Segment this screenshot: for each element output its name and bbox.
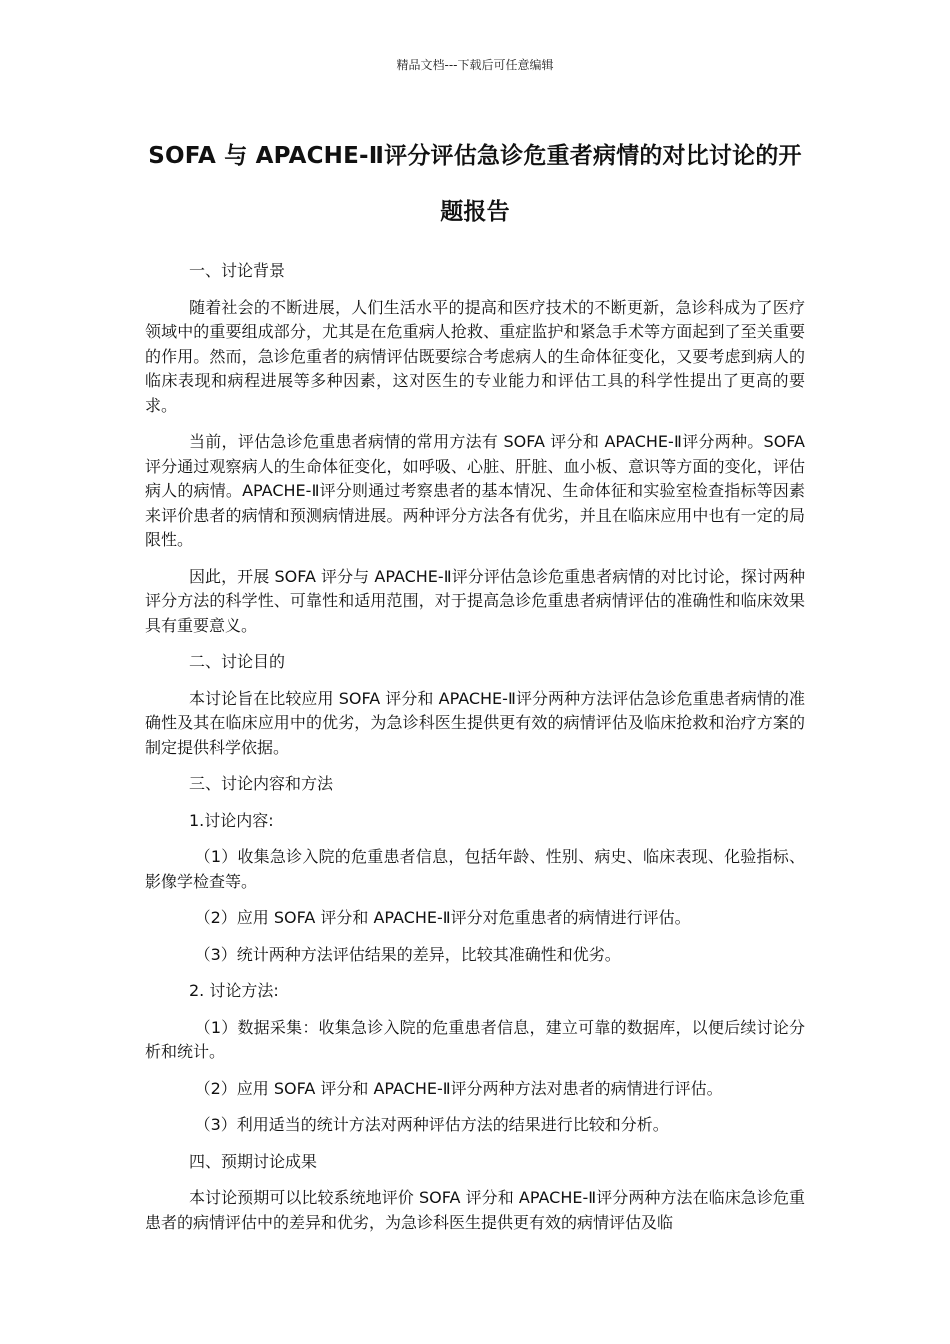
content-item-2: （2）应用 SOFA 评分和 APACHE-Ⅱ评分对危重患者的病情进行评估。 xyxy=(194,908,691,927)
header-note: 精品文档---下载后可任意编辑 xyxy=(396,58,554,72)
paragraph-expected-results: 本讨论预期可以比较系统地评价 SOFA 评分和 APACHE-Ⅱ评分两种方法在临床急诊危重患者的病情评估中的差异和优劣，为急诊科医生提供更有效的病情评估及临 xyxy=(145,1188,805,1232)
section-heading-expected-results: 四、预期讨论成果 xyxy=(189,1151,318,1171)
section-heading-purpose: 二、讨论目的 xyxy=(189,652,286,671)
document-body xyxy=(145,259,805,1247)
method-item-1: （1）数据采集：收集急诊入院的危重患者信息，建立可靠的数据库，以便后续讨论分析和统计。 xyxy=(145,1017,805,1061)
content-item-1: （1）收集急诊入院的危重患者信息，包括年龄、性别、病史、临床表现、化验指标、影像学检查等。 xyxy=(145,847,805,891)
section-heading-content-methods: 三、讨论内容和方法 xyxy=(189,774,334,793)
paragraph-purpose: 本讨论旨在比较应用 SOFA 评分和 APACHE-Ⅱ评分两种方法评估急诊危重患者病情的准确性及其在临床应用中的优劣，为急诊科医生提供更有效的病情评估及临床抢救和治疗方案的制定提供科学依据。 xyxy=(145,688,805,757)
paragraph-background-3: 因此，开展 SOFA 评分与 APACHE-Ⅱ评分评估急诊危重患者病情的对比讨论，探讨两种评分方法的科学性、可靠性和适用范围，对于提高急诊危重患者病情评估的准确性和临床效果具有重要意义。 xyxy=(145,566,805,635)
page-title: SOFA 与 APACHE-Ⅱ评分评估急诊危重者病情的对比讨论的开题报告 xyxy=(148,143,802,225)
method-item-2: （2）应用 SOFA 评分和 APACHE-Ⅱ评分两种方法对患者的病情进行评估。 xyxy=(194,1078,723,1098)
paragraph-background-2: 当前，评估急诊危重患者病情的常用方法有 SOFA 评分和 APACHE-Ⅱ评分两种。SOFA 评分通过观察病人的生命体征变化，如呼吸、心脏、肝脏、血小板、意识等方面的变化，评估病人的病情。APACHE-Ⅱ评分则通过考察患者的基本情况、生命体征和实验室检查指标等因素来评价患者的病情和预测病情进展。两种评分方法各有优劣，并且在临床应用中也有一定的局限性。 xyxy=(145,432,805,549)
subheading-methods: 2. 讨论方法: xyxy=(189,981,279,1000)
content-item-3: （3）统计两种方法评估结果的差异，比较其准确性和优劣。 xyxy=(194,944,621,964)
paragraph-background-1: 随着社会的不断进展，人们生活水平的提高和医疗技术的不断更新，急诊科成为了医疗领域中的重要组成部分，尤其是在危重病人抢救、重症监护和紧急手术等方面起到了至关重要的作用。然而，急诊危重者的病情评估既要综合考虑病人的生命体征变化，又要考虑到病人的临床表现和病程进展等多种因素，这对医生的专业能力和评估工具的科学性提出了更高的要求。 xyxy=(145,297,805,415)
subheading-content: 1.讨论内容: xyxy=(189,810,274,830)
method-item-3: （3）利用适当的统计方法对两种评估方法的结果进行比较和分析。 xyxy=(194,1115,669,1134)
section-heading-background: 一、讨论背景 xyxy=(189,261,286,280)
